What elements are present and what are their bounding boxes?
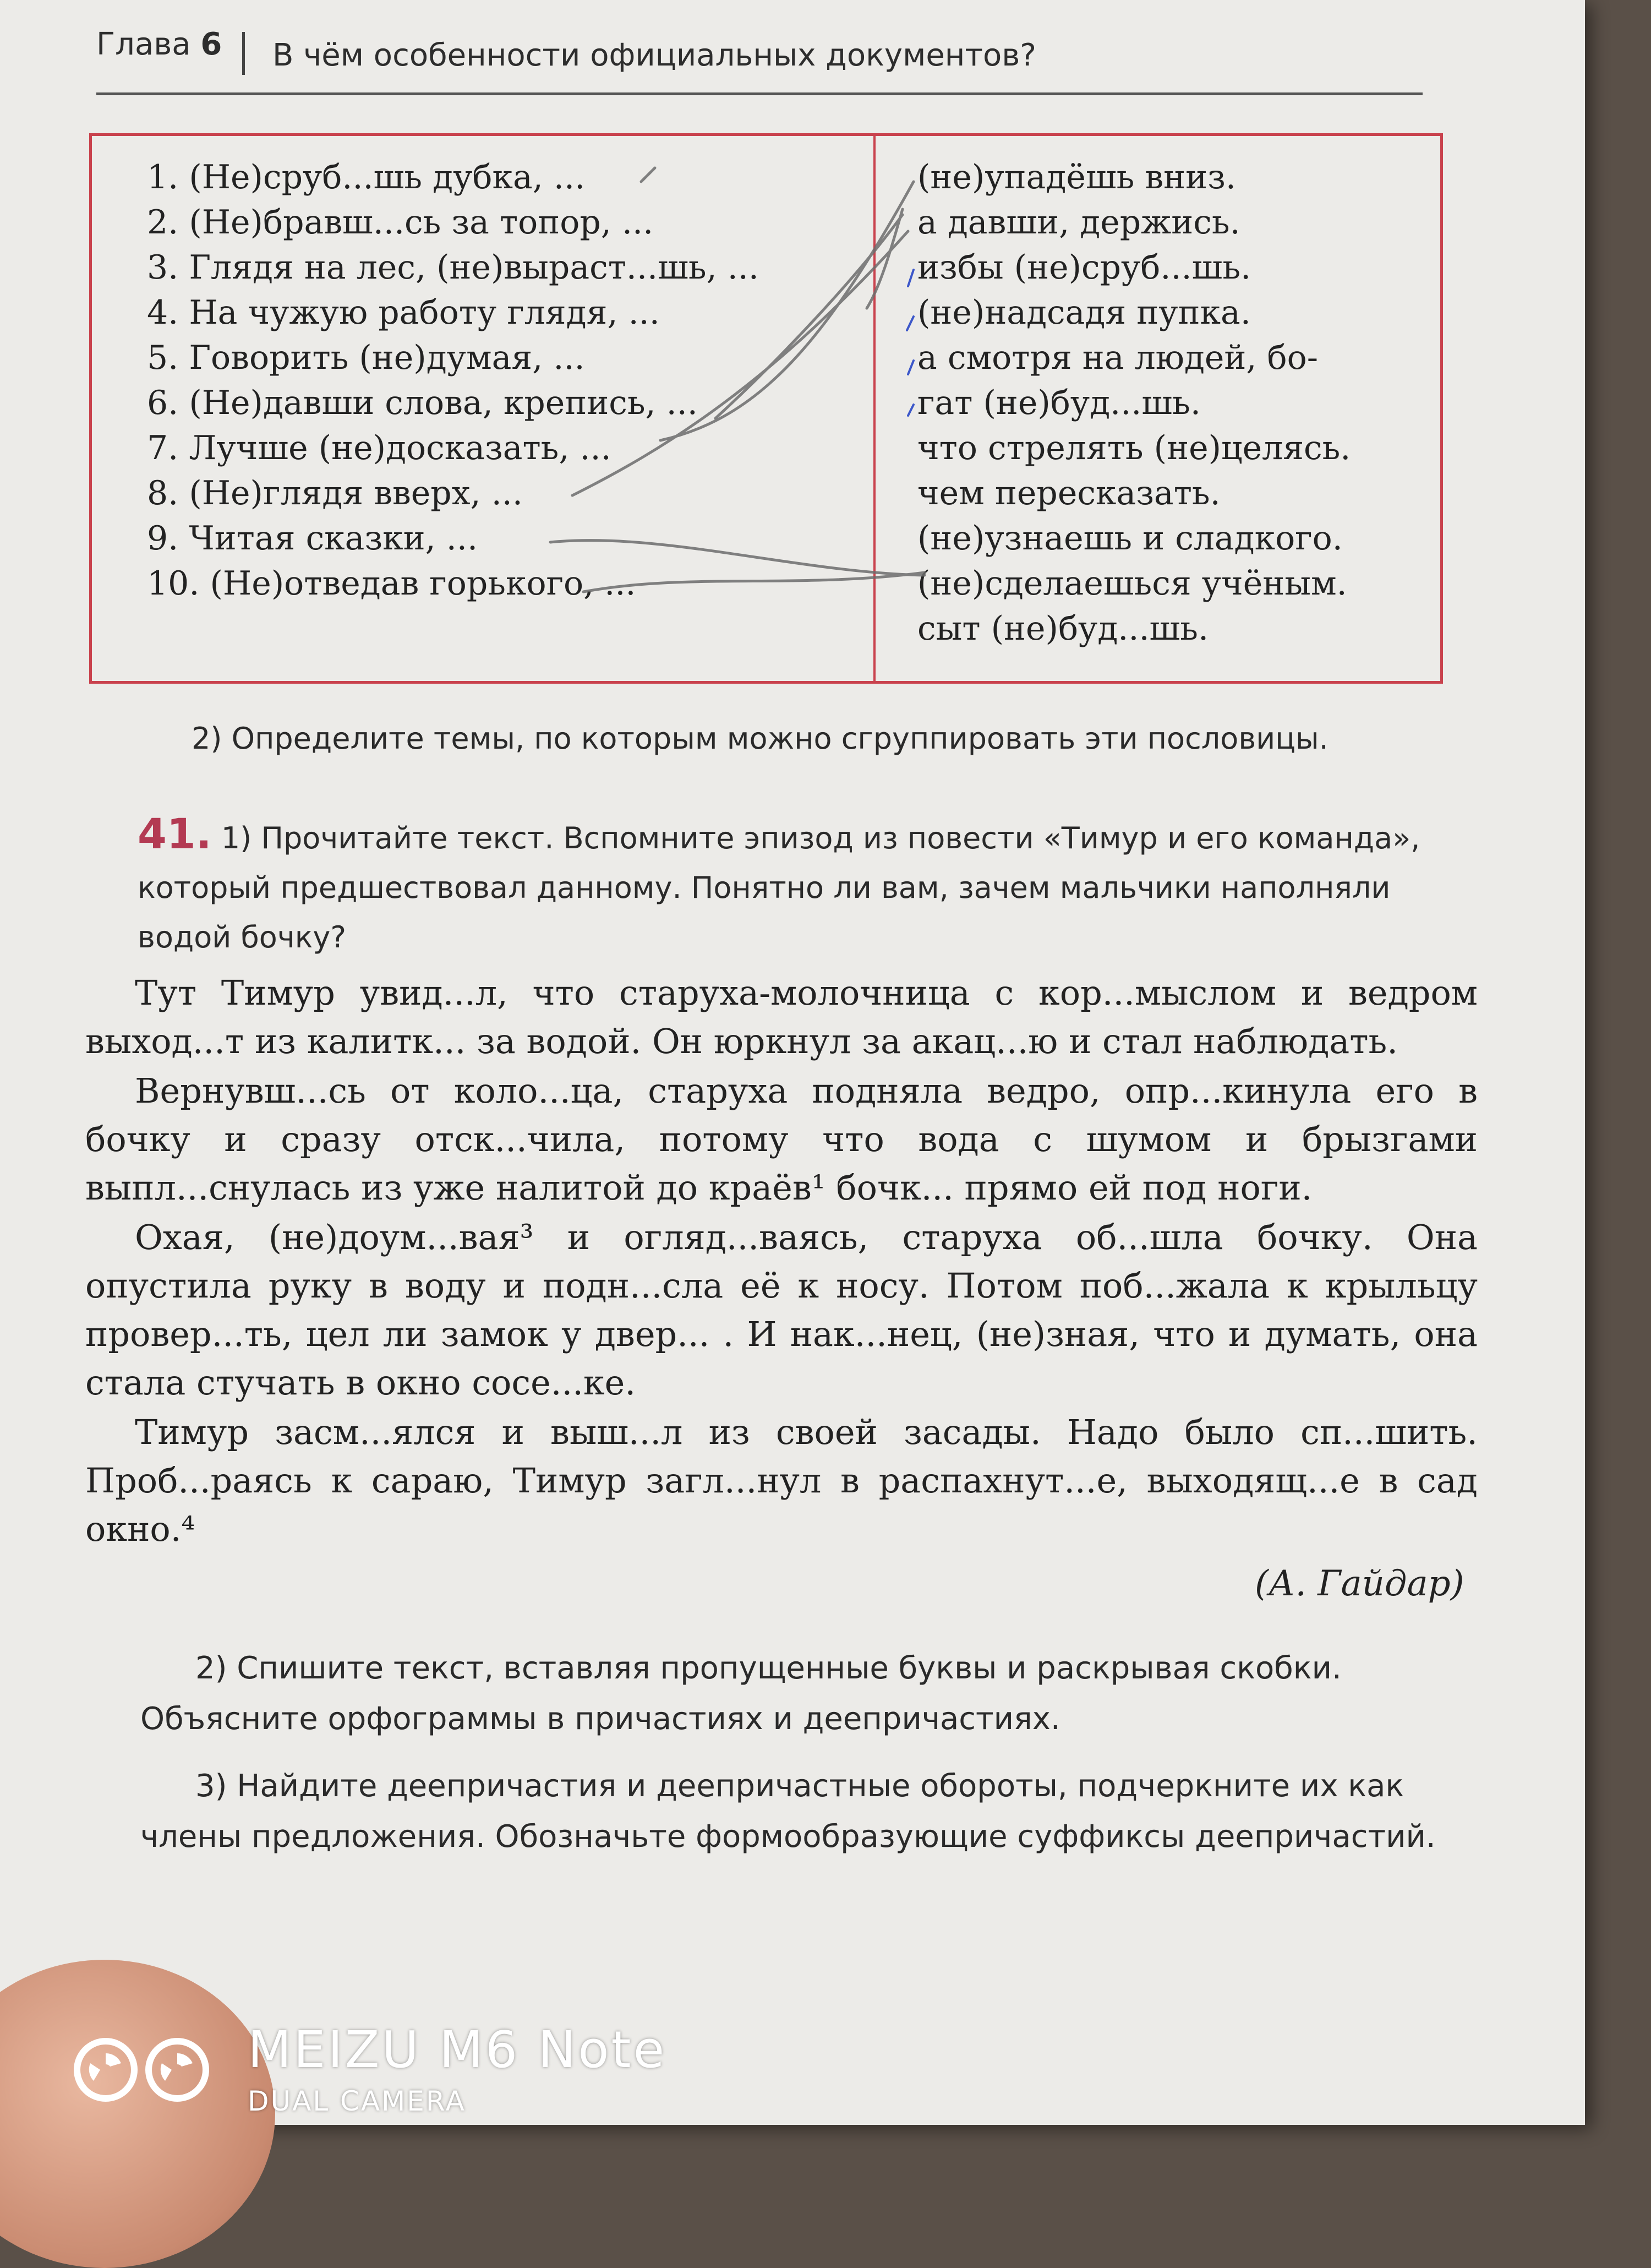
- proverb-beginning: 1. (Не)сруб...шь дубка, ...: [147, 158, 586, 197]
- pencil-line: [550, 541, 925, 575]
- proverb-beginning: 2. (Не)бравш...сь за топор, ...: [147, 203, 654, 242]
- pencil-tick: [641, 168, 655, 182]
- chapter-title: В чём особенности официальных документов?: [272, 37, 1036, 73]
- proverb-beginning: 7. Лучше (не)досказать, ...: [147, 429, 611, 467]
- proverb-ending: сыт (не)буд...шь.: [917, 609, 1209, 648]
- chapter-number: 6: [200, 26, 222, 62]
- proverb-ending: а смотря на людей, бо-: [917, 339, 1319, 377]
- story-paragraph: Тут Тимур увид...л, что старуха-молочница с кор...мыслом и ведром выход...т из калитк... за водой. Он юркнул за акац...ю и стал наблюдать.: [85, 973, 1478, 1061]
- exercise-41-task-3: 3) Найдите деепричастия и деепричастные обороты, подчеркните их как члены предложения. Обозначьте формообразующие суффиксы деепричастий.: [140, 1768, 1436, 1855]
- proverb-ending: избы (не)сруб...шь.: [917, 248, 1251, 287]
- exercise-41-intro: [138, 809, 1458, 962]
- story-paragraph: Вернувш...сь от коло...ца, старуха подняла ведро, опр...кинула его в бочку и сразу отск...чила, потому что вода с шумом и брызгами выпл...снулась из уже налитой до краёв¹ бочк... прямо ей под ноги.: [85, 1071, 1478, 1208]
- proverb-ending: (не)упадёшь вниз.: [917, 158, 1236, 197]
- camera-logo-icon: [72, 2031, 215, 2108]
- proverb-beginning: 8. (Не)глядя вверх, ...: [147, 474, 523, 513]
- proverb-ending: (не)сделаешься учёным.: [917, 564, 1347, 603]
- camera-brand: MEIZU M6 Note: [248, 2020, 667, 2079]
- camera-subtitle: DUAL CAMERA: [248, 2085, 466, 2117]
- pen-mark: [908, 405, 914, 416]
- pen-mark: [908, 270, 914, 286]
- story-author: (А. Гайдар): [1255, 1563, 1464, 1604]
- pencil-line: [660, 182, 914, 440]
- story-text: [85, 969, 1478, 1555]
- proverb-beginning: 3. Глядя на лес, (не)выраст...шь, ...: [147, 248, 759, 287]
- exercise-41-task-2: 2) Спишите текст, вставляя пропущенные буквы и раскрывая скобки. Объясните орфограммы в причастиях и деепричастиях.: [140, 1650, 1342, 1737]
- story-paragraph: Тимур засм...ялся и выш...л из своей засады. Надо было сп...шить. Проб...раясь к сараю, Тимур загл...нул в распахнут...е, выходящ...е в сад окно.⁴: [85, 1412, 1478, 1549]
- pencil-marks: [0, 0, 1585, 716]
- exercise-40-task-2: 2) Определите темы, по которым можно сгруппировать эти пословицы.: [192, 721, 1329, 756]
- proverb-ending: а давши, держись.: [917, 203, 1240, 242]
- pen-mark: [908, 361, 914, 374]
- proverb-ending: (не)надсадя пупка.: [917, 293, 1251, 332]
- proverb-ending: что стрелять (не)целясь.: [917, 429, 1351, 467]
- chapter-label: Глава 6: [96, 26, 222, 62]
- proverb-ending: гат (не)буд...шь.: [917, 384, 1201, 422]
- proverb-beginning: 6. (Не)давши слова, крепись, ...: [147, 384, 698, 422]
- exercise-41-task-1: 1) Прочитайте текст. Вспомните эпизод из повести «Тимур и его команда», который предшествовал данному. Понятно ли вам, зачем мальчики наполняли водой бочку?: [138, 821, 1420, 955]
- proverb-beginning: 5. Говорить (не)думая, ...: [147, 339, 585, 377]
- proverb-beginning: 9. Читая сказки, ...: [147, 519, 478, 558]
- pen-mark: [907, 317, 914, 330]
- proverb-ending: чем пересказать.: [917, 474, 1221, 513]
- story-paragraph: Охая, (не)доум...вая³ и огляд...ваясь, старуха об...шла бочку. Она опустила руку в воду и подн...сла её к носу. Потом поб...жала к крыльцу провер...ть, цел ли замок у двер... . И нак...нец, (не)зная, что и думать, она стала стучать в окно сосе...ке.: [85, 1217, 1478, 1403]
- proverb-beginning: 4. На чужую работу глядя, ...: [147, 293, 660, 332]
- proverb-beginning: 10. (Не)отведав горького, ...: [147, 564, 636, 603]
- exercise-number: 41.: [138, 809, 212, 858]
- exercise-41-tasks: [140, 1643, 1500, 1879]
- pencil-line: [583, 573, 925, 592]
- proverb-ending: (не)узнаешь и сладкого.: [917, 519, 1343, 558]
